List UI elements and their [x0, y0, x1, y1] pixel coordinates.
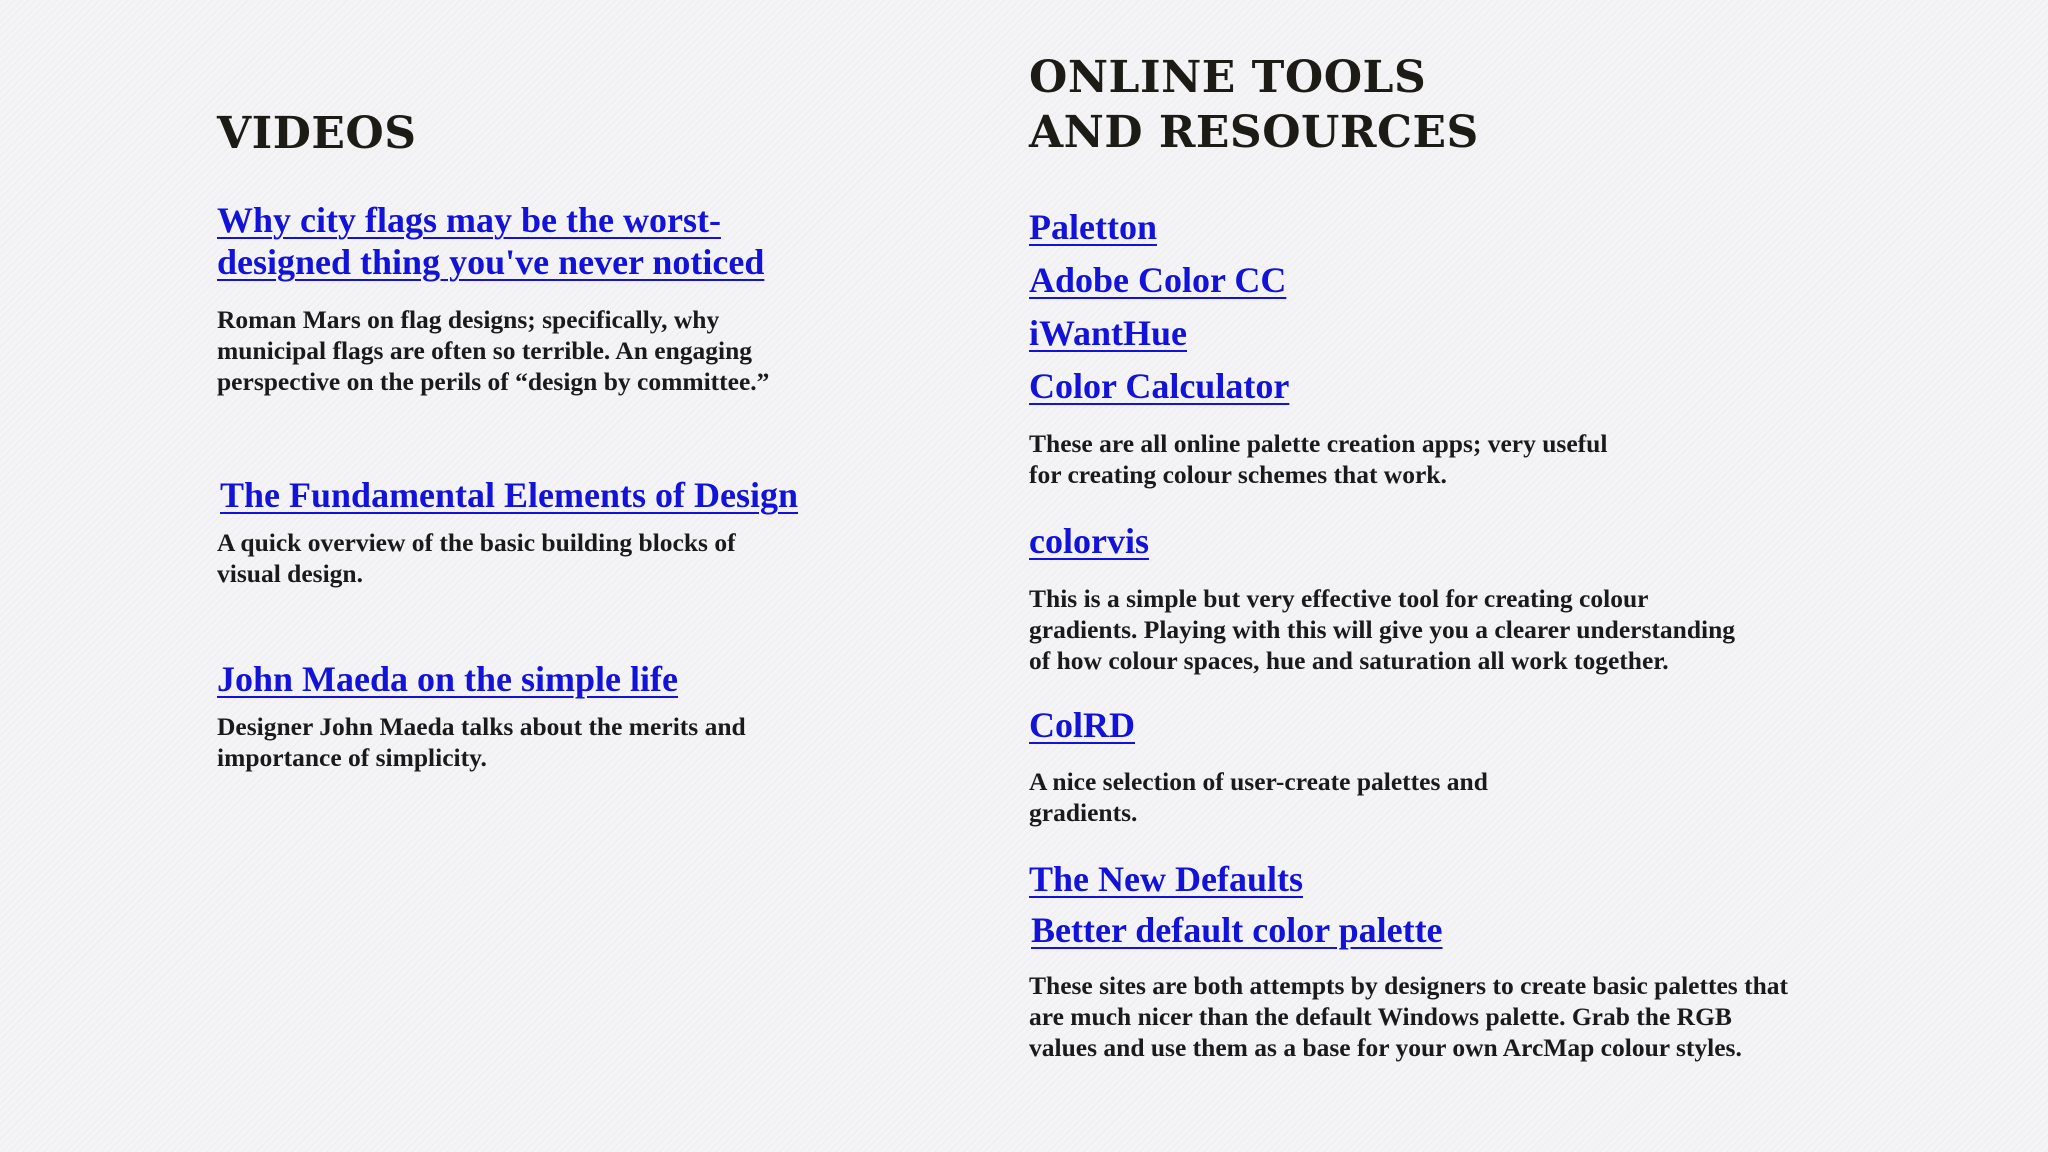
description-line: perspective on the perils of “design by committee.”	[217, 367, 770, 396]
description-line: importance of simplicity.	[217, 743, 487, 772]
adobe-color-item	[1029, 259, 1286, 301]
color-calculator-link[interactable]: Color Calculator	[1029, 366, 1290, 406]
description-line: of how colour spaces, hue and saturation all work together.	[1029, 646, 1669, 675]
city-flags-description	[217, 304, 769, 397]
palette-apps-description	[1029, 428, 1607, 490]
description-line: Designer John Maeda talks about the merits and	[217, 712, 746, 741]
better-default-palette-item	[1031, 909, 1443, 951]
link-line: Why city flags may be the worst-	[217, 200, 721, 240]
color-calculator-item	[1029, 365, 1289, 407]
adobe-color-cc-link[interactable]: Adobe Color CC	[1029, 260, 1287, 300]
colrd-link[interactable]: ColRD	[1029, 705, 1135, 745]
city-flags-video-link[interactable]	[217, 199, 764, 283]
paletton-item	[1029, 206, 1157, 248]
description-line: gradients.	[1029, 798, 1138, 827]
colrd-description	[1029, 766, 1488, 828]
description-line: gradients. Playing with this will give you a clearer understanding	[1029, 615, 1736, 644]
description-line: values and use them as a base for your own ArcMap colour styles.	[1029, 1033, 1742, 1062]
description-line: These are all online palette creation apps; very useful	[1029, 429, 1608, 458]
video-item-john-maeda	[217, 658, 678, 700]
better-default-color-palette-link[interactable]: Better default color palette	[1031, 910, 1443, 950]
the-new-defaults-link[interactable]: The New Defaults	[1029, 859, 1303, 899]
colorvis-link[interactable]: colorvis	[1029, 521, 1149, 561]
heading-line: AND RESOURCES	[1029, 107, 1479, 158]
description-line: A quick overview of the basic building blocks of	[217, 528, 736, 557]
description-line: municipal flags are often so terrible. An engaging	[217, 336, 753, 365]
paletton-link[interactable]: Paletton	[1029, 207, 1157, 247]
description-line: This is a simple but very effective tool for creating colour	[1029, 584, 1649, 613]
description-line: are much nicer than the default Windows palette. Grab the RGB	[1029, 1002, 1732, 1031]
description-line: visual design.	[217, 559, 363, 588]
description-line: These sites are both attempts by designers to create basic palettes that	[1029, 971, 1788, 1000]
video-item-fundamental-elements	[220, 474, 798, 516]
fundamental-elements-video-link[interactable]: The Fundamental Elements of Design	[220, 475, 799, 515]
colorvis-description	[1029, 583, 1735, 676]
colorvis-item	[1029, 520, 1149, 562]
fundamental-elements-description	[217, 527, 736, 589]
iwanthue-link[interactable]: iWantHue	[1029, 313, 1188, 353]
john-maeda-description	[217, 711, 746, 773]
heading-line: ONLINE TOOLS	[1029, 52, 1427, 103]
link-line: designed thing you've never noticed	[217, 242, 765, 282]
video-item-city-flags	[217, 199, 764, 283]
iwanthue-item	[1029, 312, 1187, 354]
videos-heading: VIDEOS	[217, 108, 417, 159]
john-maeda-video-link[interactable]: John Maeda on the simple life	[217, 659, 679, 699]
default-palettes-description	[1029, 970, 1788, 1063]
description-line: A nice selection of user-create palettes and	[1029, 767, 1488, 796]
tools-heading	[1029, 50, 1479, 160]
new-defaults-item	[1029, 858, 1303, 900]
colrd-item	[1029, 704, 1135, 746]
description-line: Roman Mars on flag designs; specifically, why	[217, 305, 720, 334]
description-line: for creating colour schemes that work.	[1029, 460, 1447, 489]
